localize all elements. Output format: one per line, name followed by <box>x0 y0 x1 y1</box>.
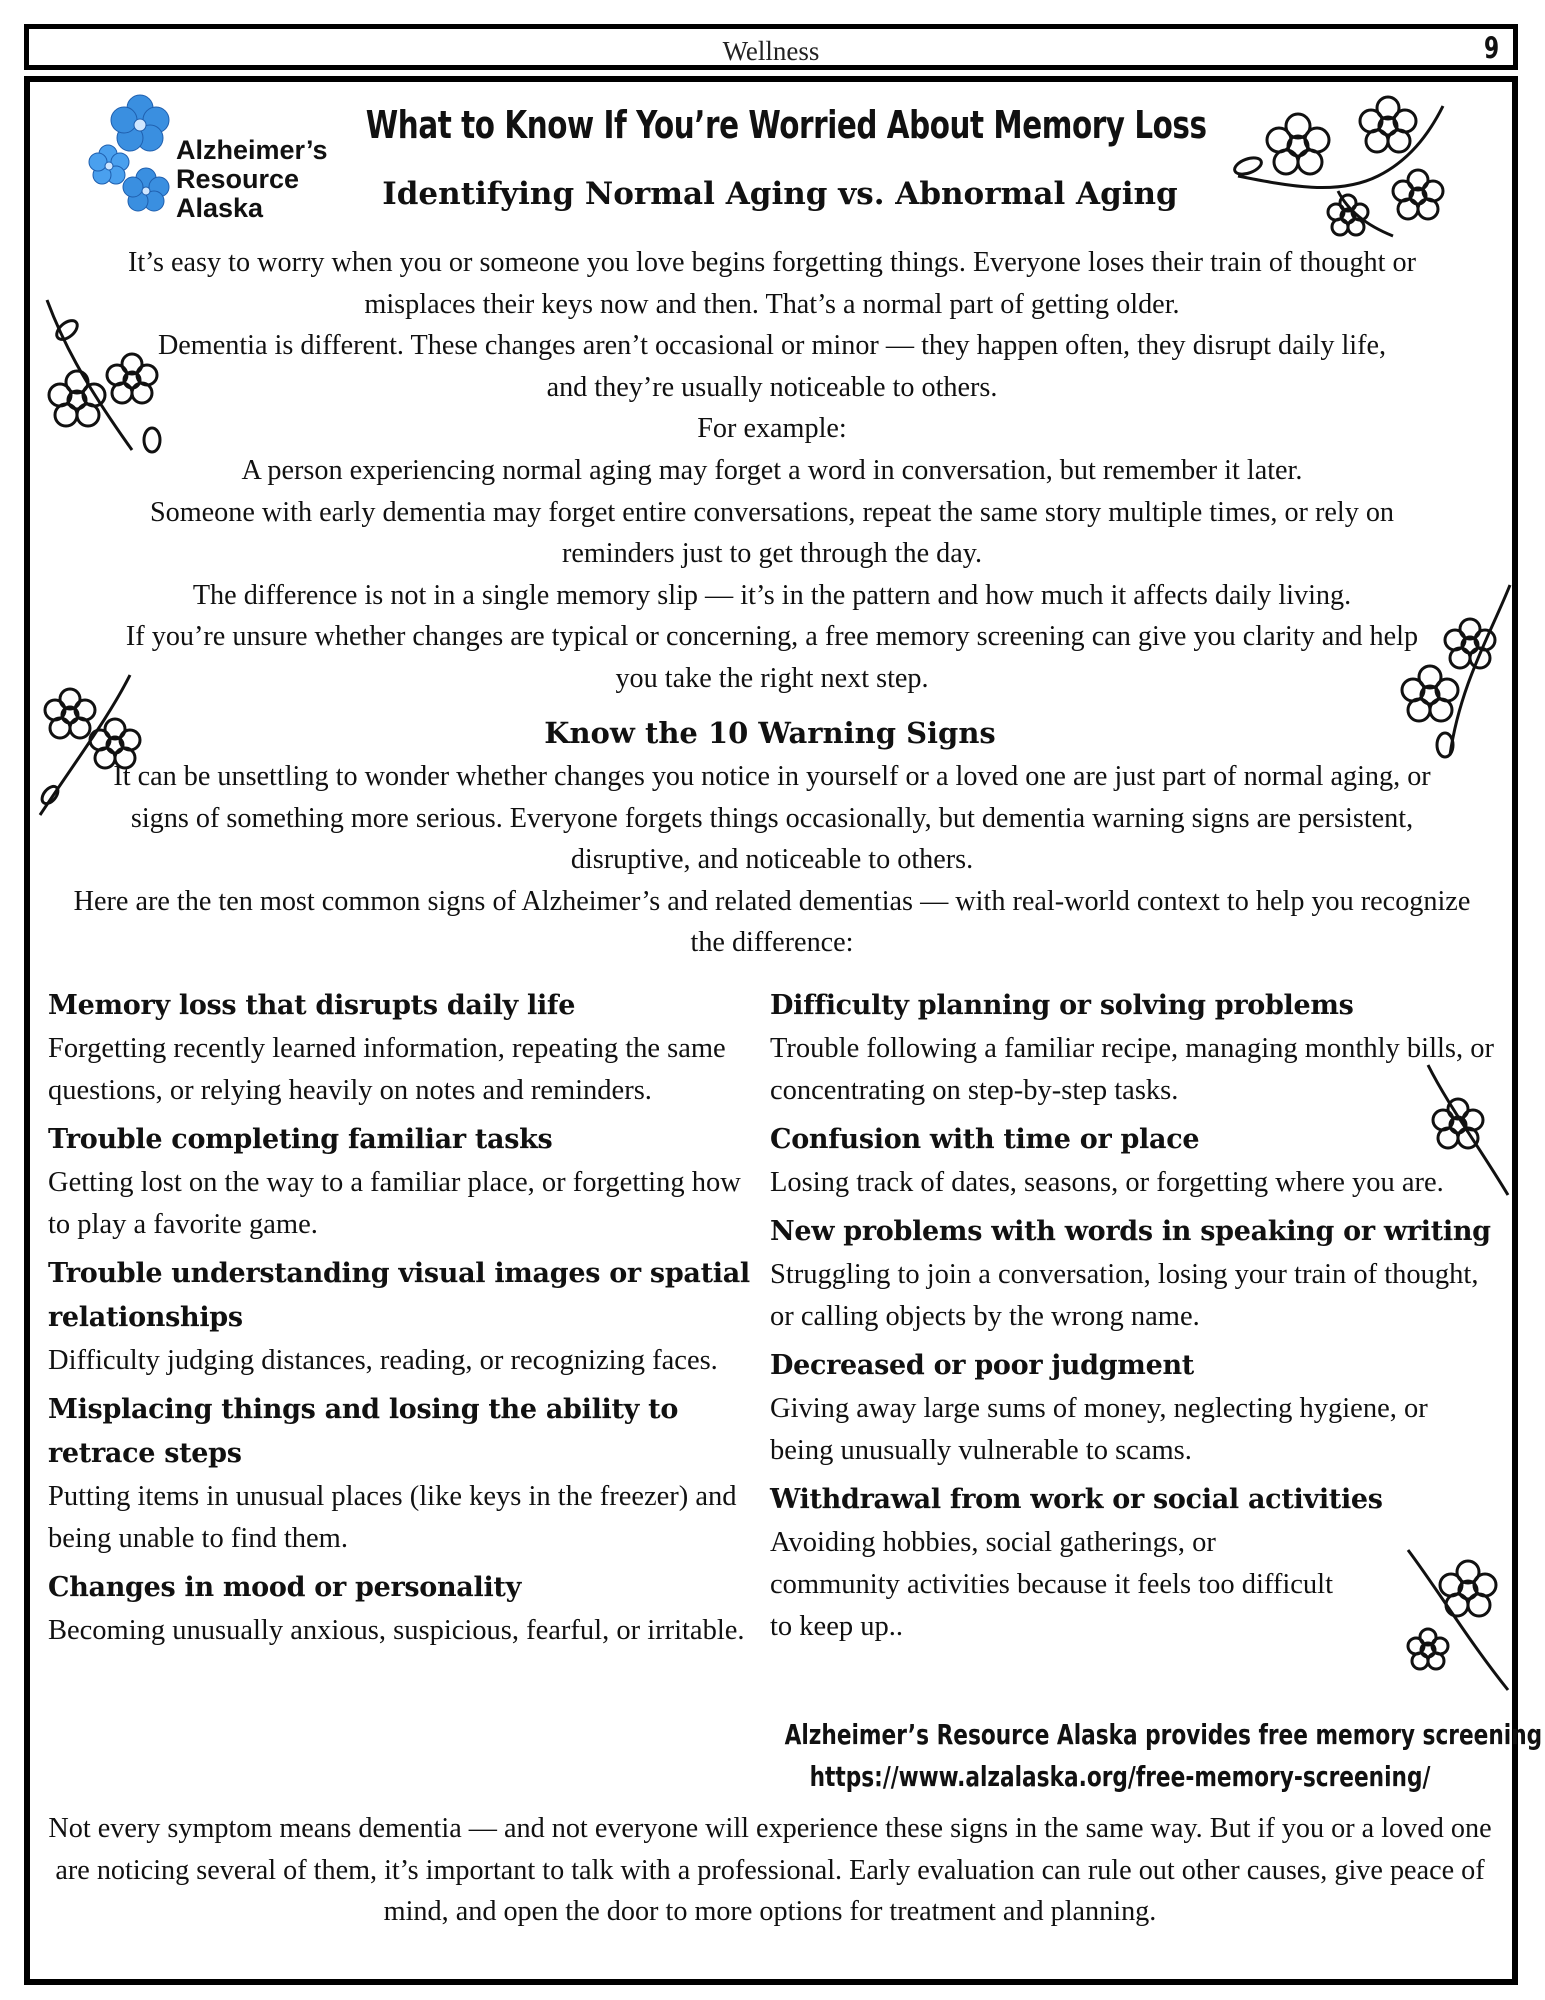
warning-sign-title: Memory loss that disrupts daily life <box>48 990 576 1021</box>
logo-line: Alaska <box>176 193 264 223</box>
warning-sign-title: Trouble understanding visual images or spatial relationships <box>48 1258 750 1333</box>
intro-paragraph: Dementia is different. These changes aren’t occasional or minor — they happen often, they disrupt daily life, and they’re usually noticeable to others. <box>157 330 1387 403</box>
warning-sign-description: Trouble following a familiar recipe, managing monthly bills, or concentrating on step-by-step tasks. <box>770 1033 1494 1106</box>
warning-sign-title: Confusion with time or place <box>770 1124 1200 1155</box>
warning-signs-left-column <box>48 984 768 1658</box>
signs-intro-paragraph: It can be unsettling to wonder whether changes you notice in yourself or a loved one are just part of normal aging, or signs of something more serious. Everyone forgets things occasionally, but dementia warning signs are persistent, disruptive, and noticeable to others. <box>113 761 1431 876</box>
section-name: Wellness <box>722 36 820 66</box>
alzheimers-resource-alaska-logo <box>98 94 368 234</box>
warning-sign-item <box>48 1566 768 1652</box>
closing-paragraph: Not every symptom means dementia — and not everyone will experience these signs in the same way. But if you or a loved one are noticing several of them, it’s important to talk with a professional. Early evaluation can rule out other causes, give peace of mind, and open the door to more options for treatment and planning. <box>48 1813 1492 1928</box>
warning-sign-item <box>48 1252 768 1382</box>
warning-signs-intro <box>52 756 1492 964</box>
warning-sign-item <box>48 1118 768 1246</box>
warning-sign-title: Difficulty planning or solving problems <box>770 990 1354 1021</box>
warning-sign-title: New problems with words in speaking or writing <box>770 1216 1491 1247</box>
intro-paragraph: If you’re unsure whether changes are typical or concerning, a free memory screening can give you clarity and help you take the right next step. <box>125 621 1419 694</box>
callout-text: Alzheimer’s Resource Alaska provides free memory screening <box>784 1718 1543 1751</box>
intro-text <box>52 242 1492 700</box>
warning-sign-item <box>770 984 1494 1112</box>
intro-paragraph: It’s easy to worry when you or someone you love begins forgetting things. Everyone loses their train of thought or misplaces their keys now and then. That’s a normal part of getting older. <box>127 247 1417 320</box>
logo-wordmark <box>176 136 328 223</box>
memory-screening-callout <box>784 1714 1543 1798</box>
logo-flower-large <box>111 95 169 151</box>
screening-link[interactable]: https://www.alzalaska.org/free-memory-screening/ <box>809 1760 1431 1793</box>
article-subtitle: Identifying Normal Aging vs. Abnormal Aging <box>382 176 1178 212</box>
intro-paragraph: The difference is not in a single memory slip — it’s in the pattern and how much it affects daily living. <box>192 579 1352 611</box>
logo-line: Resource <box>176 164 300 194</box>
warning-sign-description: Losing track of dates, seasons, or forgetting where you are. <box>770 1167 1444 1198</box>
signs-intro-paragraph: Here are the ten most common signs of Alzheimer’s and related dementias — with real-world context to help you recognize the difference: <box>73 885 1471 959</box>
warning-sign-item <box>770 1478 1490 1648</box>
warning-sign-title: Trouble completing familiar tasks <box>48 1124 553 1155</box>
warning-sign-item <box>770 1118 1490 1204</box>
intro-paragraph: A person experiencing normal aging may forget a word in conversation, but remember it later. <box>241 454 1303 486</box>
warning-sign-description: Difficulty judging distances, reading, or recognizing faces. <box>48 1345 718 1376</box>
intro-paragraph: For example: <box>697 413 847 445</box>
warning-sign-title: Misplacing things and losing the ability to retrace steps <box>48 1394 679 1469</box>
warning-sign-title: Changes in mood or personality <box>48 1572 521 1603</box>
warning-sign-description: Avoiding hobbies, social gatherings, or community activities because it feels too difficult to keep up.. <box>770 1527 1333 1642</box>
floral-branch-top-right-icon <box>1218 86 1458 246</box>
warning-sign-item <box>770 1210 1490 1338</box>
article-title: What to Know If You’re Worried About Memory Loss <box>365 103 1207 147</box>
page-number: 9 <box>1483 31 1499 65</box>
warning-sign-item <box>48 1388 768 1560</box>
warning-signs-right-column <box>770 984 1494 1654</box>
logo-flower-bottom <box>123 168 169 211</box>
warning-sign-title: Decreased or poor judgment <box>770 1350 1194 1381</box>
warning-sign-description: Putting items in unusual places (like keys in the freezer) and being unable to find them. <box>48 1481 737 1554</box>
warning-sign-description: Getting lost on the way to a familiar place, or forgetting how to play a favorite game. <box>48 1167 741 1240</box>
page-header <box>24 24 1518 70</box>
warning-signs-heading: Know the 10 Warning Signs <box>544 716 996 750</box>
warning-sign-title: Withdrawal from work or social activities <box>770 1484 1383 1515</box>
intro-paragraph: Someone with early dementia may forget entire conversations, repeat the same story multiple times, or rely on reminders just to get through the day. <box>149 496 1395 570</box>
warning-sign-description: Forgetting recently learned information, repeating the same questions, or relying heavily on notes and reminders. <box>48 1033 726 1106</box>
warning-sign-description: Becoming unusually anxious, suspicious, fearful, or irritable. <box>48 1615 745 1646</box>
warning-sign-description: Giving away large sums of money, neglecting hygiene, or being unusually vulnerable to scams. <box>770 1393 1428 1466</box>
warning-sign-item <box>770 1344 1490 1472</box>
warning-sign-description: Struggling to join a conversation, losing your train of thought, or calling objects by the wrong name. <box>770 1259 1479 1332</box>
warning-sign-item <box>48 984 768 1112</box>
logo-line: Alzheimer’s <box>176 135 328 165</box>
